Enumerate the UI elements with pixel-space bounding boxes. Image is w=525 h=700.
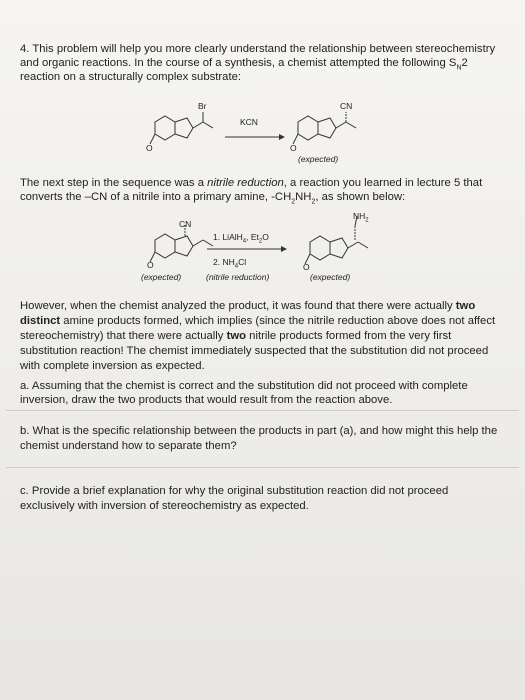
para2-line-1 — [20, 176, 482, 190]
para2-text-1a: The next step in the sequence was a — [20, 177, 208, 189]
step1-text-b: , Et — [246, 232, 259, 242]
scheme2-caption-mid: (nitrile reduction) — [206, 272, 270, 282]
para3-bold-distinct: distinct — [20, 315, 61, 327]
intro-text-1: This problem will help you more clearly understand the relationship between stereochemistry — [32, 43, 496, 55]
para3-line-1 — [20, 299, 475, 313]
question-b-line-2: chemist understand how to separate them? — [20, 440, 237, 452]
para3-text-3c: nitrile products formed from the very first — [246, 330, 452, 342]
question-a-line-2: inversion, draw the two products that would result from the reaction above. — [20, 394, 393, 406]
para2-text-2b: NH — [295, 191, 312, 203]
reaction-arrow-1 — [225, 133, 285, 141]
scheme2-caption-right: (expected) — [310, 272, 351, 282]
para3-text-5: with complete inversion as expected. — [20, 360, 205, 372]
para2-sub-2: 2 — [311, 198, 316, 206]
reagent-step-2 — [213, 257, 246, 272]
para3-bold-two-2: two — [226, 330, 247, 342]
para2-text-2c: , as shown below: — [315, 191, 406, 203]
sn2-number: 2 — [461, 57, 468, 69]
para2-line-2 — [20, 190, 405, 209]
divider-2 — [6, 467, 519, 468]
scheme2-caption-left: (expected) — [141, 272, 182, 282]
step1-sub-a: 4 — [242, 238, 247, 245]
ring-oxygen-left: O — [146, 143, 153, 153]
step2-text-b: Cl — [238, 257, 247, 267]
para2-sub-1: 2 — [291, 198, 296, 206]
question-c-line-1: c. Provide a brief explanation for why the original substitution reaction did not proceed — [20, 485, 449, 497]
nh2-sub: 2 — [365, 217, 369, 224]
step2-sub: 4 — [234, 263, 239, 270]
intro-text-2: and organic reactions. In the course of a synthesis, a chemist attempted the following S — [20, 57, 457, 69]
scheme1-caption: (expected) — [298, 154, 339, 164]
para2-italic-term: nitrile reduction — [207, 177, 284, 189]
ring-oxygen-right: O — [290, 143, 297, 153]
para3-bold-two: two — [455, 300, 476, 312]
leaving-group-br: Br — [198, 101, 207, 111]
question-c-line-2: exclusively with inversion of stereochemistry as expected. — [20, 500, 309, 512]
para3-text-4: substitution reaction! The chemist immediately suspected that the substitution did not proceed — [20, 345, 489, 357]
scheme2-ring-oxygen-left: O — [147, 260, 154, 270]
step1-text-c: O — [262, 232, 269, 242]
step2-text-a: 2. NH — [213, 257, 235, 267]
sn2-subscript: N — [456, 64, 462, 72]
reaction-arrow-2 — [207, 245, 287, 253]
product-group-cn: CN — [340, 101, 353, 111]
start-group-cn: CN — [179, 219, 192, 229]
divider-1 — [6, 410, 519, 411]
para3-text-3a: stereochemistry) that there were actually — [20, 330, 227, 342]
reagent-kcn: KCN — [240, 117, 258, 127]
scheme2-ring-oxygen-right: O — [303, 262, 310, 272]
para3-text-1a: However, when the chemist analyzed the product, it was found that there were actually — [20, 300, 456, 312]
question-a-line-1: a. Assuming that the chemist is correct and the substitution did not proceed with complete — [20, 380, 468, 392]
problem-number: 4. — [20, 43, 30, 55]
para2-text-2a: converts the –CN of a nitrile into a primary amine, -CH — [20, 191, 292, 203]
para3-line-3 — [20, 329, 451, 343]
step1-text-a: 1. LiAlH — [213, 232, 243, 242]
question-b-line-1: b. What is the specific relationship between the products in part (a), and how might this help the — [20, 425, 498, 437]
para3-line-2 — [20, 314, 495, 328]
nh-text: NH — [353, 211, 366, 221]
intro-text-3: reaction on a structurally complex substrate: — [20, 71, 242, 83]
para2-text-1b: , a reaction you learned in lecture 5 that — [283, 177, 483, 189]
intro-line-1 — [20, 42, 495, 56]
para3-text-2b: amine products formed, which implies (since the nitrile reduction above does not affect — [60, 315, 496, 327]
step1-sub-b: 2 — [258, 238, 263, 245]
